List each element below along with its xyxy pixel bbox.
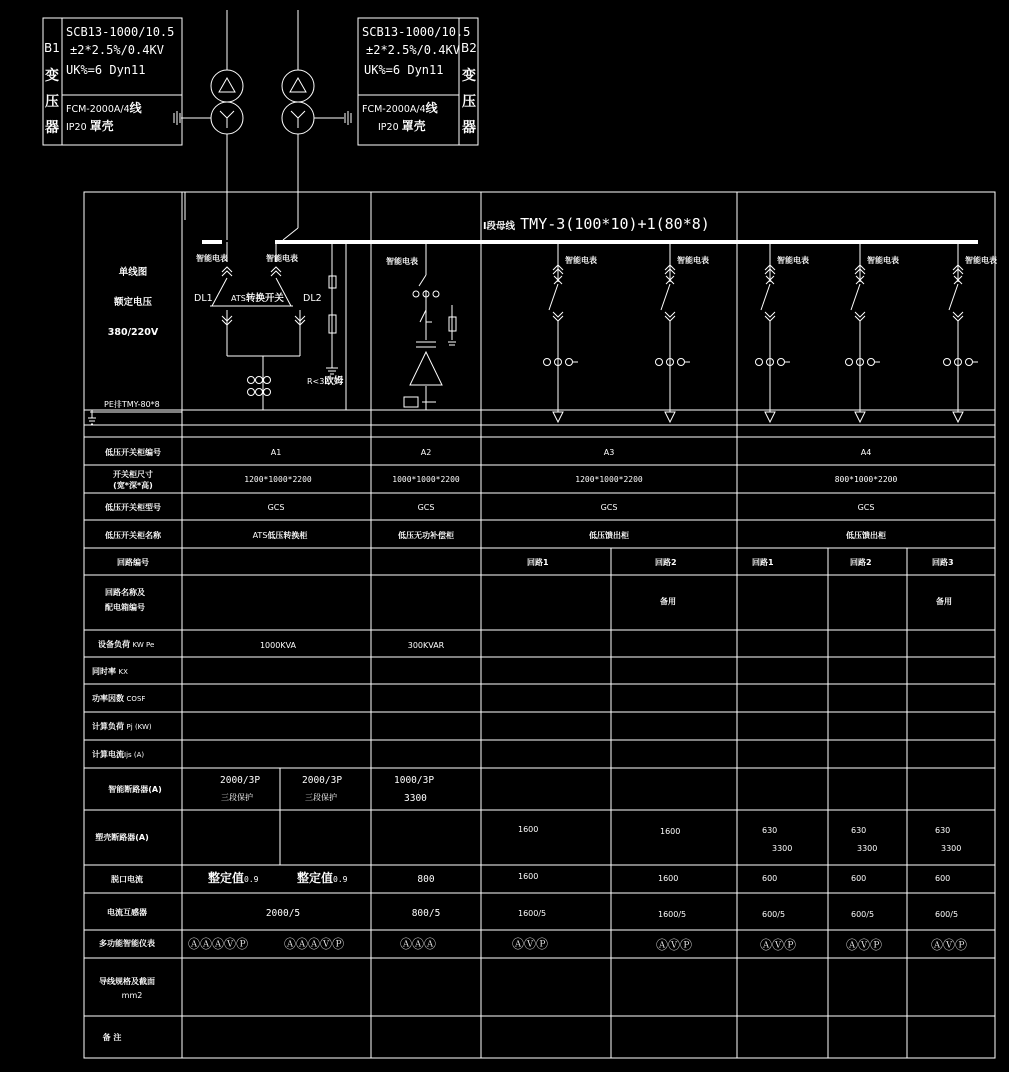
row-remarks: 备 注: [102, 1033, 122, 1042]
a1-ct: 2000/5: [265, 908, 301, 919]
row-cabinet-size: 开关柜尺寸: [113, 470, 153, 479]
busbar-label: Ⅰ段母线 TMY-3(100*10)+1(80*8): [483, 215, 710, 233]
a3-model: GCS: [600, 503, 618, 512]
feeder-5-outlet-arrow: [953, 412, 963, 422]
row-simultaneity: 同时率 KX: [92, 667, 128, 676]
a1-trip-1: 整定值0.9: [208, 871, 259, 885]
a1-number: A1: [270, 448, 282, 457]
feeder-4-lower-connector: [855, 312, 865, 321]
a3-c2-id: 回路2: [655, 558, 677, 567]
a1-model: GCS: [267, 503, 285, 512]
cabinet-a1: [188, 448, 348, 951]
b1-busway: FCM-2000A/4线: [66, 101, 142, 115]
feeder-5-switch-blade: [949, 284, 958, 310]
row-circuit-name: 回路名称及: [105, 588, 145, 597]
a4-c1-ct: 600/5: [762, 910, 786, 919]
row-cabinet-number: 低压开关柜编号: [105, 448, 161, 457]
a3-size: 1200*1000*2200: [575, 475, 643, 484]
b2-uk: UK%=6 Dyn11: [364, 63, 444, 77]
feeder-4-outlet-arrow: [855, 412, 865, 422]
b2-vertical-1: 变: [462, 68, 476, 84]
transformer-b2-box: [358, 18, 478, 145]
cabinet-a3: [512, 448, 692, 952]
feeder-4-meter-tag: 智能电表: [867, 256, 899, 265]
a2-model: GCS: [417, 503, 435, 512]
row-cabinet-name: 低压开关柜名称: [105, 531, 161, 540]
feeder-1-meter-tag: 智能电表: [565, 256, 597, 265]
feeder-4-switch-blade: [851, 284, 860, 310]
a3-c1-mccb: 1600: [518, 825, 539, 834]
cabinet-a4: [752, 448, 967, 952]
b1-ratio: ±2*2.5%/0.4KV: [70, 43, 164, 57]
a3-c2-mccb: 1600: [660, 827, 681, 836]
a4-c1-trip: 600: [762, 874, 778, 883]
row-cabinet-model: 低压开关柜型号: [105, 503, 161, 512]
pe-bar-label: PE排TMY-80*8: [104, 400, 160, 409]
a4-c1-mccb-2: 3300: [772, 844, 793, 853]
b2-vertical-2: 压: [462, 94, 476, 110]
a2-number: A2: [420, 448, 432, 457]
a4-name: 低压馈出柜: [846, 531, 886, 540]
b2-vertical-3: 器: [462, 120, 476, 136]
a3-c1-ct: 1600/5: [518, 909, 547, 918]
a1-trip-2: 整定值0.9: [297, 871, 348, 885]
rated-voltage-value: 380/220V: [107, 327, 159, 338]
a2-size: 1000*1000*2200: [392, 475, 460, 484]
row-ct: 电流互感器: [107, 908, 147, 917]
a2-name: 低压无功补偿柜: [398, 531, 454, 540]
b1-vertical-2: 压: [45, 94, 59, 110]
a1-meters-2: ⒶⒶⒶⓋⓅ: [284, 937, 345, 951]
feeder-5-ct-1: [944, 359, 951, 366]
a4-c3-name: 备用: [936, 597, 952, 606]
b1-id: B1: [44, 41, 60, 55]
a4-c3-mccb-2: 3300: [941, 844, 962, 853]
a1-breaker-2-note: 三段保护: [305, 793, 337, 802]
a3-number: A3: [603, 448, 615, 457]
a1-breaker-2: 2000/3P: [302, 775, 343, 786]
a4-c2-mccb: 630: [851, 826, 867, 835]
row-headers: [92, 447, 162, 1042]
a1-meters-1: ⒶⒶⒶⓋⓅ: [188, 937, 249, 951]
a1-load: 1000KVA: [259, 641, 297, 650]
b2-model: SCB13-1000/10.5: [362, 25, 471, 39]
feeder-3-outlet-arrow: [765, 412, 775, 422]
row-circuit-number: 回路编号: [117, 558, 149, 567]
table-grid: [84, 192, 995, 1058]
single-line-title: 单线图: [118, 267, 148, 278]
transformer-b1-box: [43, 18, 182, 145]
ats-switch-label: ATS转换开关: [231, 293, 284, 304]
b2-id: B2: [461, 41, 477, 55]
row-smart-breaker: 智能断路器(A): [108, 785, 162, 794]
a3-c1-meters: ⒶⓋⓅ: [512, 937, 549, 951]
ground-resistance-label: R<3欧姆: [307, 376, 344, 387]
rated-voltage-label: 额定电压: [113, 297, 153, 308]
a2-breaker: 1000/3P: [394, 775, 435, 786]
a4-number: A4: [860, 448, 872, 457]
transformer-b1-symbol: [174, 10, 243, 218]
row-cabinet-size-2: (宽*深*高): [113, 481, 153, 490]
a4-c2-ct: 600/5: [851, 910, 875, 919]
a4-c2-meters: ⒶⓋⓅ: [846, 938, 883, 952]
dl2-label: DL2: [303, 293, 322, 304]
feeder-2-meter-tag: 智能电表: [677, 256, 709, 265]
a1-name: ATS低压转换柜: [252, 531, 308, 540]
feeder-1-ct-1: [544, 359, 551, 366]
a1-meter-tag-2: 智能电表: [266, 254, 298, 263]
a3-c2-trip: 1600: [658, 874, 679, 883]
feeder-3-switch-blade: [761, 284, 770, 310]
feeder-2-outlet-arrow: [665, 412, 675, 422]
a4-model: GCS: [857, 503, 875, 512]
b1-uk: UK%=6 Dyn11: [66, 63, 146, 77]
a4-c3-id: 回路3: [932, 558, 954, 567]
a4-c2-trip: 600: [851, 874, 867, 883]
b1-vertical-3: 器: [45, 120, 59, 136]
cabinet-a2: [392, 448, 460, 951]
a3-name: 低压馈出柜: [589, 531, 629, 540]
feeder-5-lower-connector: [953, 312, 963, 321]
row-cable: 导线规格及截面: [99, 977, 155, 986]
a1-breaker-1-note: 三段保护: [221, 793, 253, 802]
a4-c1-mccb: 630: [762, 826, 778, 835]
a4-c2-mccb-2: 3300: [857, 844, 878, 853]
a4-size: 800*1000*2200: [834, 475, 898, 484]
feeder-5-meter-tag: 智能电表: [965, 256, 997, 265]
b2-ratio: ±2*2.5%/0.4KV: [366, 43, 460, 57]
row-mccb: 塑壳断路器(A): [95, 833, 149, 842]
main-busbar: [202, 214, 978, 242]
a4-c3-mccb: 630: [935, 826, 951, 835]
a3-c2-name: 备用: [660, 597, 676, 606]
row-calc-current: 计算电流Ijs (A): [92, 750, 145, 759]
feeder-4-ct-3: [868, 359, 875, 366]
a4-c3-ct: 600/5: [935, 910, 959, 919]
row-cable-unit: mm2: [121, 991, 143, 1000]
transformer-b2-symbol: [282, 10, 351, 218]
feeder-3-meter-tag: 智能电表: [777, 256, 809, 265]
feeder-5-ct-3: [966, 359, 973, 366]
row-calc-load: 计算负荷 Pj (KW): [92, 722, 152, 731]
a2-meter-tag: 智能电表: [386, 257, 418, 266]
feeder-3-ct-3: [778, 359, 785, 366]
a1-breaker-1: 2000/3P: [220, 775, 261, 786]
a1-size: 1200*1000*2200: [244, 475, 312, 484]
row-meter: 多功能智能仪表: [99, 939, 155, 948]
a4-c3-meters: ⒶⓋⓅ: [931, 938, 968, 952]
feeder-2-ct-1: [656, 359, 663, 366]
feeder-1-switch-blade: [549, 284, 558, 310]
row-circuit-name-2: 配电箱编号: [105, 603, 145, 612]
a3-c1-trip: 1600: [518, 872, 539, 881]
a1-meter-tag-1: 智能电表: [196, 254, 228, 263]
b2-ip: IP20 罩壳: [378, 119, 426, 133]
row-power-factor: 功率因数 COSF: [92, 694, 146, 703]
row-load: 设备负荷 KW Pe: [98, 640, 155, 649]
b2-busway: FCM-2000A/4线: [362, 101, 438, 115]
a2-ct: 800/5: [411, 908, 441, 919]
feeder-4-ct-1: [846, 359, 853, 366]
a4-c3-trip: 600: [935, 874, 951, 883]
a3-c2-meters: ⒶⓋⓅ: [656, 938, 693, 952]
feeder-2-switch-blade: [661, 284, 670, 310]
a2-meters: ⒶⒶⒶ: [400, 937, 437, 951]
a1-single-line: [194, 218, 346, 410]
feeder-3-lower-connector: [765, 312, 775, 321]
a2-single-line: [386, 242, 456, 410]
a4-c1-id: 回路1: [752, 558, 774, 567]
b1-vertical-1: 变: [45, 68, 59, 84]
a3-c2-ct: 1600/5: [658, 910, 687, 919]
dl1-label: DL1: [194, 293, 213, 304]
b1-ip: IP20 罩壳: [66, 119, 114, 133]
a3-c1-id: 回路1: [527, 558, 549, 567]
b1-model: SCB13-1000/10.5: [66, 25, 175, 39]
left-panel: [88, 266, 182, 424]
a4-c2-id: 回路2: [850, 558, 872, 567]
feeders: [544, 242, 998, 422]
feeder-1-outlet-arrow: [553, 412, 563, 422]
feeder-2-ct-3: [678, 359, 685, 366]
row-trip-current: 脱口电流: [111, 875, 143, 884]
a2-breaker-2: 3300: [404, 793, 427, 804]
feeder-2-lower-connector: [665, 312, 675, 321]
a1-ct-group: [248, 377, 271, 396]
a2-trip: 800: [417, 874, 435, 885]
feeder-1-lower-connector: [553, 312, 563, 321]
a4-c1-meters: ⒶⓋⓅ: [760, 938, 797, 952]
a2-load: 300KVAR: [407, 641, 445, 650]
feeder-1-ct-3: [566, 359, 573, 366]
feeder-3-ct-1: [756, 359, 763, 366]
